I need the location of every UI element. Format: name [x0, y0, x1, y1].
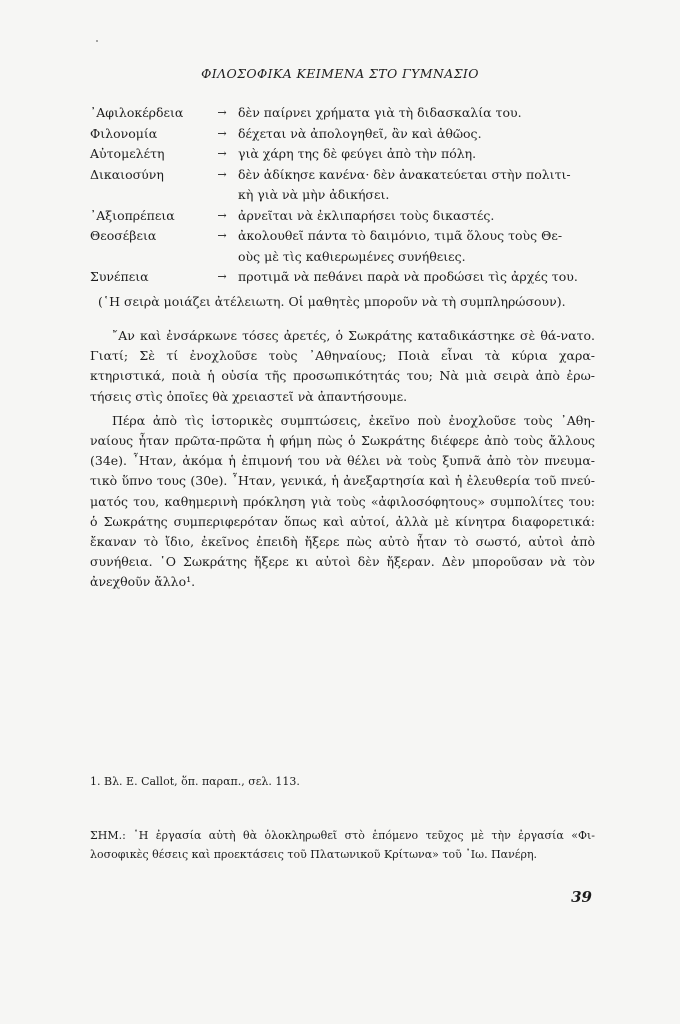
definition-line: προτιμᾶ νὰ πεθάνει παρὰ νὰ προδώσει τὶς ἀρχές του. — [238, 269, 578, 284]
virtue-definition — [238, 267, 600, 288]
running-title: ΦΙΛΟΣΟΦΙΚΑ ΚΕΙΜΕΝΑ ΣΤΟ ΓΥΜΝΑΣΙΟ — [201, 66, 479, 81]
body-text — [90, 326, 595, 597]
virtue-name: ᾽Αξιοπρέπεια — [90, 207, 175, 223]
arrow-icon: → — [217, 167, 227, 181]
arrow-icon: → — [217, 106, 227, 119]
page-number: 39 — [571, 888, 592, 906]
footnote: 1. Βλ. E. Callot, ὅπ. παραπ., σελ. 113. — [90, 775, 300, 788]
virtue-row — [90, 124, 600, 145]
virtue-row — [90, 267, 600, 288]
virtue-row — [90, 165, 600, 206]
arrow-icon: → — [217, 229, 227, 242]
virtue-name: Αὐτομελέτη — [90, 146, 165, 161]
arrow-icon: → — [217, 126, 227, 140]
virtues-list — [90, 103, 600, 312]
definition-line: ἀρνεῖται νὰ ἐκλιπαρήσει τοὺς δικαστές. — [238, 207, 495, 223]
virtue-name: Συνέπεια — [90, 269, 149, 284]
editor-note: ΣΗΜ.: ῾Η ἐργασία αὐτὴ θὰ ὁλοκληρωθεῖ στὸ ἑπόμενο τεῦχος μὲ τὴν ἐργασία «Φι-λοσοφικὲς θέσεις καὶ προεκτάσεις τοῦ Πλατωνικοῦ Κρίτωνα» τοῦ ᾽Ιω. Πανέρη. — [90, 829, 595, 861]
virtue-row — [90, 226, 600, 267]
virtue-definition — [238, 206, 600, 227]
arrow-icon: → — [217, 208, 227, 222]
definition-line: ἀκολουθεῖ πάντα τὸ δαιμόνιο, τιμᾶ ὅλους τοὺς Θε- — [238, 228, 563, 243]
virtue-name: Θεοσέβεια — [90, 228, 157, 243]
definition-line: δέχεται νὰ ἀπολογηθεῖ, ἂν καὶ ἀθῶος. — [238, 125, 482, 141]
definition-line: δὲν παίρνει χρήματα γιὰ τὴ διδασκαλία του. — [238, 105, 522, 120]
definition-line: δὲν ἀδίκησε κανένα· δὲν ἀνακατεύεται στὴν πολιτι- — [238, 166, 571, 182]
virtue-definition — [238, 144, 600, 165]
virtue-definition — [238, 165, 600, 206]
scan-speck — [96, 40, 98, 42]
virtue-row — [90, 144, 600, 165]
arrow-icon: → — [217, 147, 227, 160]
virtue-name: ᾽Αφιλοκέρδεια — [90, 105, 184, 120]
virtue-definition — [238, 226, 600, 267]
virtue-definition — [238, 124, 600, 145]
definition-line: γιὰ χάρη της δὲ φεύγει ἀπὸ τὴν πόλη. — [238, 146, 477, 161]
virtue-row — [90, 103, 600, 124]
paragraph: Πέρα ἀπὸ τὶς ἱστορικὲς συμπτώσεις, ἐκεῖνο ποὺ ἐνοχλοῦσε τοὺς ᾽Αθη-ναίους ἦταν πρῶτα-πρῶτα ἡ φήμη πὼς ὁ Σωκράτης διέφερε ἀπὸ τοὺς ἄλλους (34e). ῏Ηταν, ἀκόμα ἡ ἐπιμονή του νὰ θέλει νὰ τοὺς ξυπνᾶ ἀπὸ τὸν πνευμα-τικὸ ὕπνο τους (30e). ῏Ηταν, γενικά, ἡ ἀνεξαρτησία καὶ ἡ ἐλευθερία τοῦ πνεύ-ματός του, καθημερινὴ πρόκληση γιὰ τοὺς «ἀφιλοσόφητους» συμπολίτες του: ὁ Σωκράτης συμπεριφερόταν ὅπως καὶ αὐτοί, ἀλλὰ μὲ κίνητρα διαφορετικά: ἔκαναν τὸ ἴδιο, ἐκεῖνος ἐπειδὴ ἤξερε πὼς αὐτὸ ἦταν τὸ σωστό, αὐτοὶ ἀπὸ συνήθεια. ῾Ο Σωκράτης ἤξερε κι αὐτοὶ δὲν ἤξεραν. Δὲν μποροῦσαν νὰ τὸν ἀνεχθοῦν ἄλλο¹. — [90, 412, 595, 590]
virtue-definition — [238, 103, 600, 124]
virtue-row — [90, 206, 600, 227]
arrow-icon: → — [217, 270, 227, 283]
virtue-name: Φιλονομία — [90, 125, 158, 141]
paragraph: ῎Αν καὶ ἐνσάρκωνε τόσες ἀρετές, ὁ Σωκράτης καταδικάστηκε σὲ θά-νατο. Γιατί; Σὲ τί ἐνοχλοῦσε τοὺς ᾽Αθηναίους; Ποιὰ εἶναι τὰ κύρια χαρα-κτηριστικά, ποιὰ ἡ οὐσία τῆς προσωπικότητάς του; Νὰ μιὰ σειρὰ ἀπὸ ἐρω-τήσεις στὶς ὁποῖες θὰ χρειαστεῖ νὰ ἀπαντήσουμε. — [90, 328, 595, 404]
definition-line: οὺς μὲ τὶς καθιερωμένες συνήθειες. — [238, 248, 466, 264]
definition-line: κὴ γιὰ νὰ μὴν ἀδικήσει. — [238, 187, 390, 202]
virtues-note: (῾Η σειρὰ μοιάζει ἀτέλειωτη. Οἱ μαθητὲς μποροῦν νὰ τὴ συμπληρώσουν). — [98, 293, 566, 309]
virtue-name: Δικαιοσύνη — [90, 166, 164, 182]
